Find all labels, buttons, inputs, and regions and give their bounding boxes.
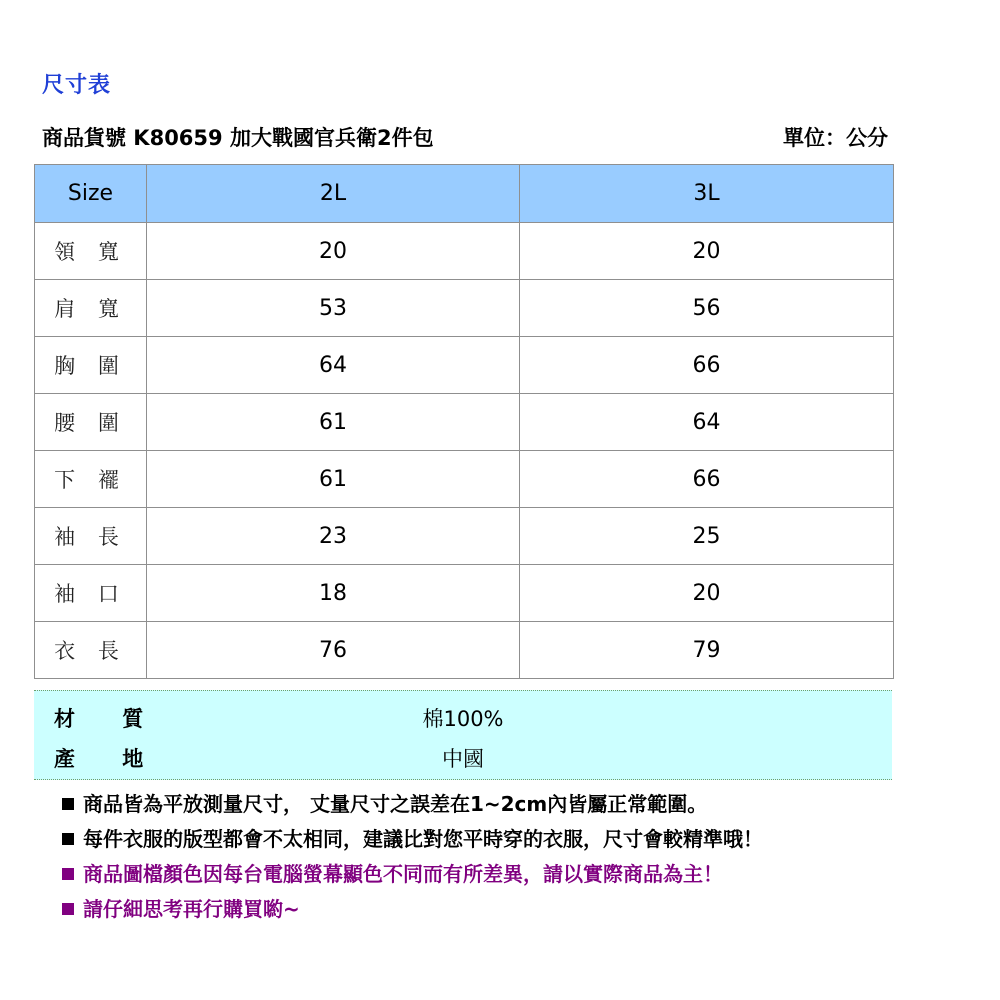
table-row [35, 622, 894, 679]
header-3l: 3L [520, 165, 894, 223]
cell-3l: 20 [520, 565, 894, 622]
cell-3l: 79 [520, 622, 894, 679]
row-label: 胸 圍 [35, 337, 147, 394]
material-row [34, 695, 892, 735]
cell-2l: 61 [147, 394, 520, 451]
square-bullet-icon [62, 833, 74, 845]
square-bullet-icon [62, 868, 74, 880]
row-label: 腰 圍 [35, 394, 147, 451]
cell-2l: 53 [147, 280, 520, 337]
cell-3l: 25 [520, 508, 894, 565]
square-bullet-icon [62, 903, 74, 915]
cell-3l: 20 [520, 223, 894, 280]
row-label: 衣 長 [35, 622, 147, 679]
row-label: 領 寬 [35, 223, 147, 280]
note-text: 商品皆為平放測量尺寸， 丈量尺寸之誤差在1~2cm內皆屬正常範圍。 [83, 792, 708, 816]
origin-value: 中國 [442, 747, 484, 771]
note-item [62, 825, 763, 860]
material-label: 材 質 [54, 707, 164, 731]
cell-2l: 23 [147, 508, 520, 565]
info-bar [42, 122, 888, 154]
cell-3l: 56 [520, 280, 894, 337]
cell-3l: 64 [520, 394, 894, 451]
cell-2l: 76 [147, 622, 520, 679]
table-row [35, 337, 894, 394]
note-text: 請仔細思考再行購買喲~ [83, 897, 300, 921]
note-item [62, 790, 763, 825]
note-text: 每件衣服的版型都會不太相同，建議比對您平時穿的衣服，尺寸會較精準哦！ [83, 827, 763, 851]
cell-2l: 61 [147, 451, 520, 508]
row-label: 肩 寬 [35, 280, 147, 337]
row-label: 下 襬 [35, 451, 147, 508]
size-table [34, 164, 894, 679]
cell-3l: 66 [520, 337, 894, 394]
table-row [35, 394, 894, 451]
table-header-row [35, 165, 894, 223]
table-row [35, 223, 894, 280]
table-row [35, 565, 894, 622]
square-bullet-icon [62, 798, 74, 810]
header-2l: 2L [147, 165, 520, 223]
table-row [35, 508, 894, 565]
product-code: 商品貨號 K80659 加大戰國官兵衛2件包 [42, 126, 434, 150]
cell-2l: 20 [147, 223, 520, 280]
header-size: Size [35, 165, 147, 223]
cell-2l: 64 [147, 337, 520, 394]
table-row [35, 280, 894, 337]
origin-row [34, 735, 892, 775]
note-text: 商品圖檔顏色因每台電腦螢幕顯色不同而有所差異，請以實際商品為主！ [83, 862, 723, 886]
unit-label: 單位：公分 [783, 126, 888, 150]
notes-list [62, 790, 763, 930]
material-value: 棉100% [422, 707, 504, 731]
table-row [35, 451, 894, 508]
cell-3l: 66 [520, 451, 894, 508]
row-label: 袖 口 [35, 565, 147, 622]
cell-2l: 18 [147, 565, 520, 622]
origin-label: 產 地 [54, 747, 164, 771]
page-title: 尺寸表 [42, 73, 112, 98]
row-label: 袖 長 [35, 508, 147, 565]
note-item [62, 860, 763, 895]
note-item [62, 895, 763, 930]
material-panel [34, 690, 892, 780]
